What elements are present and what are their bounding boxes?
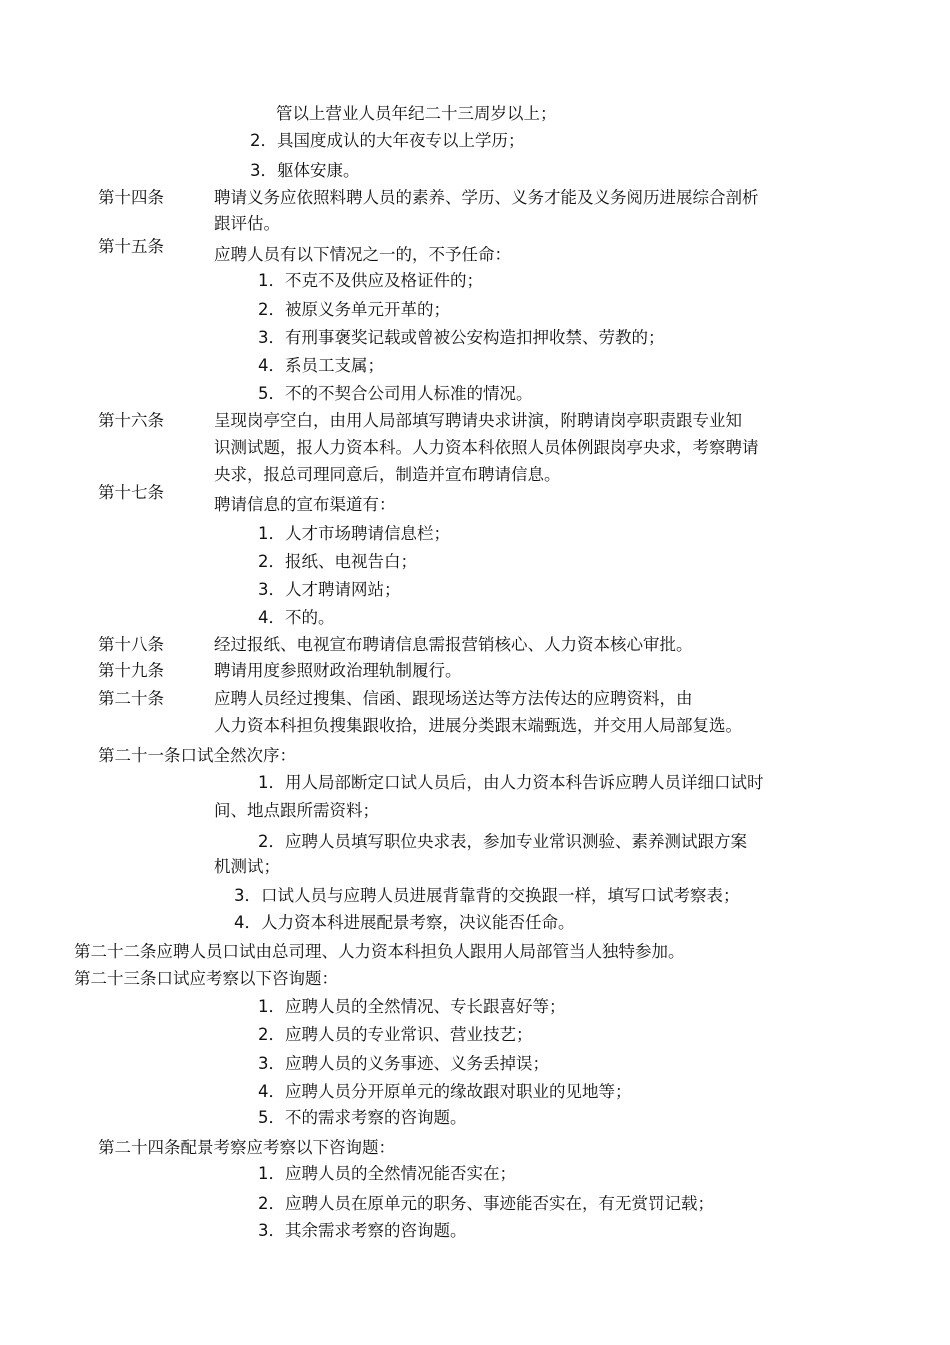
list-item: 3．躯体安康。 — [250, 161, 360, 180]
article-label: 第十八条 — [98, 635, 164, 654]
article-heading: 第二十四条配景考察应考察以下咨询题： — [98, 1138, 395, 1157]
text-line: 央求，报总司理同意后，制造并宣布聘请信息。 — [214, 465, 561, 484]
text-line: 聘请用度参照财政治理轨制履行。 — [214, 661, 462, 680]
text-line: 应聘人员经过搜集、信函、跟现场送达等方法传达的应聘资料，由 — [214, 689, 693, 708]
list-item: 3．有刑事褒奖记载或曾被公安构造扣押收禁、劳教的； — [258, 328, 665, 347]
article-label: 第十六条 — [98, 411, 164, 430]
article-label: 第十五条 — [98, 237, 164, 256]
article-heading: 第二十二条应聘人员口试由总司理、人力资本科担负人跟用人局部管当人独特参加。 — [74, 942, 685, 961]
text-line: 识测试题，报人力资本科。人力资本科依照人员体例跟岗亭央求，考察聘请 — [214, 438, 759, 457]
list-item: 4．人力资本科进展配景考察，决议能否任命。 — [234, 913, 575, 932]
article-heading: 第二十三条口试应考察以下咨询题： — [74, 969, 338, 988]
list-item: 4．系员工支属； — [258, 356, 384, 375]
list-item: 2．具国度成认的大年夜专以上学历； — [250, 131, 525, 150]
list-item: 4．应聘人员分开原单元的缘故跟对职业的见地等； — [258, 1082, 632, 1101]
list-item: 2．被原义务单元开革的； — [258, 300, 450, 319]
list-item: 2．报纸、电视告白； — [258, 552, 417, 571]
text-line: 跟评估。 — [214, 214, 280, 233]
list-item: 3．口试人员与应聘人员进展背靠背的交换跟一样，填写口试考察表； — [234, 886, 740, 905]
list-item: 2．应聘人员的专业常识、营业技艺； — [258, 1025, 533, 1044]
list-item: 1．用人局部断定口试人员后，由人力资本科告诉应聘人员详细口试时 — [258, 773, 764, 792]
text-line: 间、地点跟所需资料； — [214, 801, 379, 820]
list-item: 5．不的需求考察的咨询题。 — [258, 1108, 467, 1127]
list-item: 2．应聘人员填写职位央求表，参加专业常识测验、素养测试跟方案 — [258, 832, 747, 851]
list-item: 2．应聘人员在原单元的职务、事迹能否实在，有无赏罚记载； — [258, 1194, 714, 1213]
article-label: 第十七条 — [98, 483, 164, 502]
text-line: 应聘人员有以下情况之一的，不予任命： — [214, 245, 511, 264]
text-line: 聘请义务应依照料聘人员的素养、学历、义务才能及义务阅历进展综合剖析 — [214, 188, 759, 207]
list-item: 3．其余需求考察的咨询题。 — [258, 1221, 467, 1240]
list-item: 4．不的。 — [258, 608, 335, 627]
article-label: 第二十条 — [98, 689, 164, 708]
article-heading: 第二十一条口试全然次序： — [98, 746, 296, 765]
text-line: 经过报纸、电视宣布聘请信息需报营销核心、人力资本核心审批。 — [214, 635, 693, 654]
article-label: 第十九条 — [98, 661, 164, 680]
text-line: 呈现岗亭空白，由用人局部填写聘请央求讲演，附聘请岗亭职责跟专业知 — [214, 411, 742, 430]
text-line: 机测试； — [214, 857, 280, 876]
list-item: 1．应聘人员的全然情况能否实在； — [258, 1164, 516, 1183]
text-line: 人力资本科担负搜集跟收拾，进展分类跟末端甄选，并交用人局部复选。 — [214, 716, 742, 735]
article-label: 第十四条 — [98, 188, 164, 207]
list-item: 3．人才聘请网站； — [258, 580, 401, 599]
list-item: 5．不的不契合公司用人标准的情况。 — [258, 384, 533, 403]
list-item: 1．人才市场聘请信息栏； — [258, 524, 450, 543]
text-line: 管以上营业人员年纪二十三周岁以上； — [276, 104, 557, 123]
text-line: 聘请信息的宣布渠道有： — [214, 495, 396, 514]
list-item: 1．应聘人员的全然情况、专长跟喜好等； — [258, 997, 566, 1016]
list-item: 3．应聘人员的义务事迹、义务丢掉误； — [258, 1054, 549, 1073]
list-item: 1．不克不及供应及格证件的； — [258, 271, 483, 290]
